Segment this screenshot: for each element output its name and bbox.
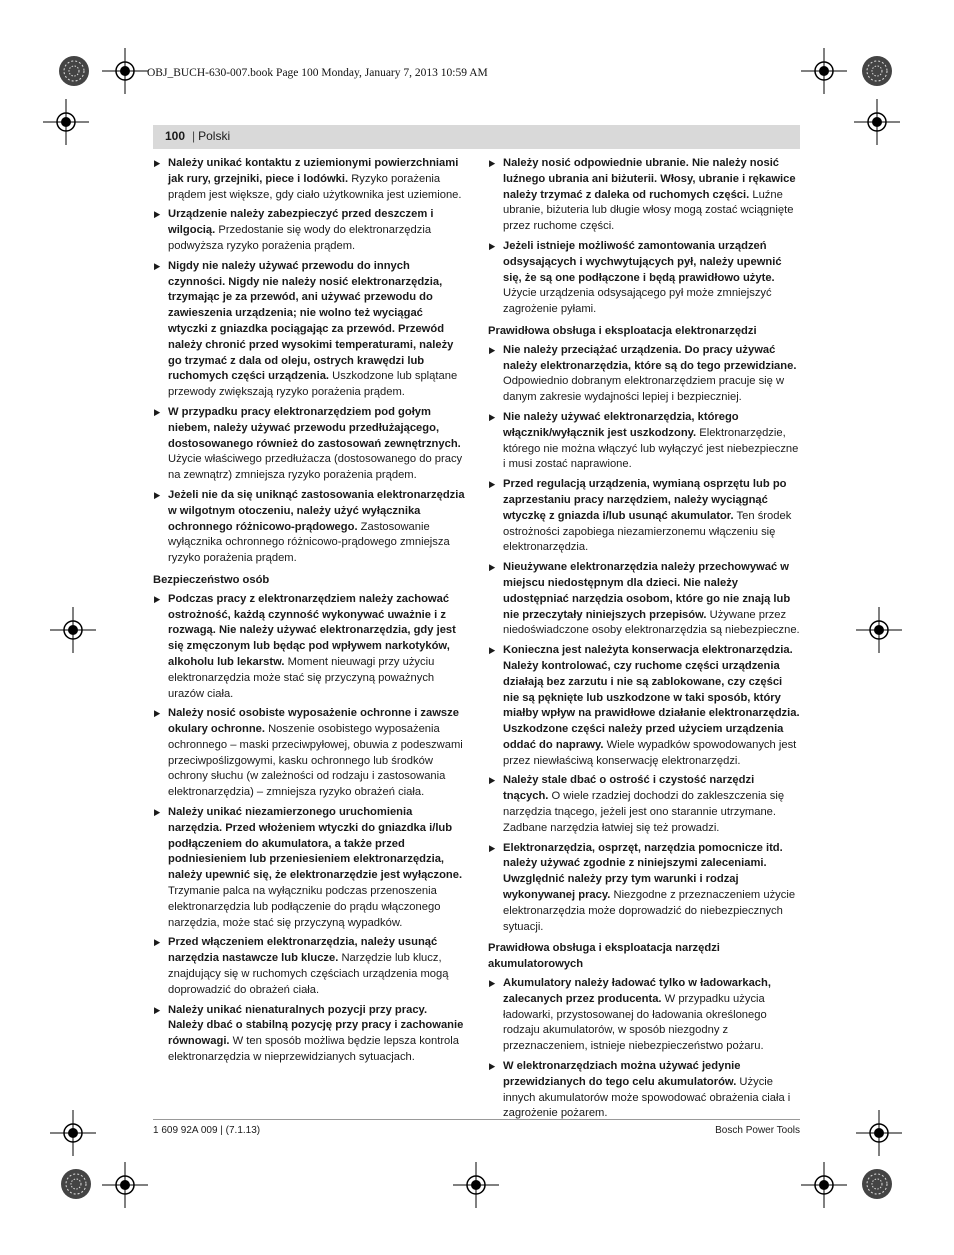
item-body-text: Zastosowanie wyłącznika ochronnego różnicowo-prądowego zmniejsza ryzyko porażenia prądem. <box>168 520 450 565</box>
list-item <box>153 488 465 567</box>
list-item <box>488 343 800 406</box>
page-number: 100 <box>165 129 186 143</box>
registration-crosshair-icon <box>43 99 89 145</box>
item-bold-text: Należy nosić odpowiednie ubranie. Nie należy nosić luźnego ubrania ani biżuterii. Włosy, ubranie i rękawice należy trzymać z daleka od ruchomych części. <box>503 157 796 201</box>
item-bold-text: Nie należy przeciążać urządzenia. Do pracy używać należy elektronarzędzia, które są do tego przewidziane. <box>503 343 797 372</box>
list-item <box>153 405 465 484</box>
right-items-bottom <box>488 976 800 1122</box>
item-bold-text: Jeżeli nie da się uniknąć zastosowania elektronarzędzia w wilgotnym otoczeniu, należy użyć wyłącznika ochronnego różnicowo-prądowego. <box>168 488 465 533</box>
list-item <box>153 156 465 203</box>
right-items-top <box>488 156 800 318</box>
item-body-text: Luźne ubranie, biżuteria lub długie włosy mogą zostać wciągnięte przez ruchome części. <box>503 188 794 233</box>
registration-starburst-icon <box>861 1168 893 1200</box>
item-bold-text: Należy unikać nienaturalnych pozycji przy pracy. Należy dbać o stabilną pozycję przy pracy i zachowanie równowagi. <box>168 1003 464 1048</box>
list-item <box>153 706 465 801</box>
list-item <box>488 560 800 639</box>
registration-starburst-icon <box>60 1168 92 1200</box>
bullet-arrow-icon: ▶ <box>489 158 496 168</box>
item-body-text: Użycie właściwego przedłużacza (dostosowanego do pracy na zewnątrz) zmniejsza ryzyko porażenia prądem. <box>168 453 463 482</box>
bullet-arrow-icon: ▶ <box>154 489 161 500</box>
footer-rule <box>153 1119 800 1120</box>
item-body-text: Trzymanie palca na wyłączniku podczas przenoszenia elektronarzędzia lub podłączenie do prądu włączonego narzędzia, może stać się przyczyną wypadków. <box>168 885 441 929</box>
left-items-bottom <box>153 592 465 1066</box>
bullet-arrow-icon: ▶ <box>154 260 161 271</box>
left-column <box>153 156 465 1070</box>
section-heading: Prawidłowa obsługa i eksploatacja narzędzi akumulatorowych <box>488 942 720 971</box>
item-bold-text: W przypadku pracy elektronarzędziem pod gołym niebem, należy używać przewodu przedłużającego, dostosowanego również do zastosowań zewnętrznych. <box>168 405 461 450</box>
registration-crosshair-icon <box>453 1162 499 1208</box>
bullet-arrow-icon: ▶ <box>154 593 161 604</box>
section-heading: Bezpieczeństwo osób <box>153 573 270 586</box>
item-body-text: Elektronarzędzie, którego nie można włączyć lub wyłączyć jest niebezpieczne i musi zostać naprawione. <box>503 426 799 471</box>
item-bold-text: Jeżeli istnieje możliwość zamontowania urządzeń odsysających i wychwytujących pył, należy upewnić się, że są one podłączone i będą prawidłowo użyte. <box>503 239 782 284</box>
registration-crosshair-icon <box>102 48 148 94</box>
registration-crosshair-icon <box>50 607 96 653</box>
bullet-arrow-icon: ▶ <box>489 240 496 251</box>
registration-crosshair-icon <box>856 1110 902 1156</box>
item-bold-text: Przed regulacją urządzenia, wymianą osprzętu lub po zaprzestaniu pracy narzędziem, należy wyciągnąć wtyczkę z gniazda i/lub usunąć akumulator. <box>503 478 787 522</box>
header-separator: | <box>192 129 196 143</box>
item-body-text: O wiele rzadziej dochodzi do zakleszczenia się narzędzia tnącego, jeżeli jest ono starannie utrzymane. Zadbane narzędzia łatwiej się też prowadzi. <box>503 790 785 834</box>
item-bold-text: Akumulatory należy ładować tylko w ładowarkach, zalecanych przez producenta. <box>503 977 771 1005</box>
item-bold-text: Urządzenie należy zabezpieczyć przed deszczem i wilgocią. <box>168 208 434 237</box>
registration-crosshair-icon <box>50 1110 96 1156</box>
print-header: OBJ_BUCH-630-007.book Page 100 Monday, January 7, 2013 10:59 AM <box>147 67 488 79</box>
item-bold-text: Nieużywane elektronarzędzia należy przechowywać w miejscu niedostępnym dla dzieci. Nie należy udostępniać narzędzia osobom, które go nie znają lub nie przeczytały niniejszych przepisów. <box>503 561 791 621</box>
item-body-text: Przedostanie się wody do elektronarzędzia podwyższa ryzyko porażenia prądem. <box>168 224 432 252</box>
item-body-text: Narzędzie lub klucz, znajdujący się w ruchomych częściach urządzenia mogą doprowadzić do obrażeń ciała. <box>168 952 449 996</box>
item-bold-text: Należy unikać niezamierzonego uruchomienia narzędzia. Przed włożeniem wtyczki do gniazdka i/lub podłączeniem do akumulatora, a także przed podniesieniem lub przeniesieniem elektronarzędzia, należy upewnić się, że elektronarzędzie jest wyłączone. <box>168 806 463 882</box>
right-column <box>488 156 800 1126</box>
item-body-text: Wiele wypadków spowodowanych jest przez niewłaściwą konserwację elektronarzędzi. <box>503 738 797 767</box>
list-item <box>488 410 800 473</box>
list-item <box>488 841 800 936</box>
bullet-arrow-icon: ▶ <box>154 1004 161 1015</box>
item-body-text: Używane przez niedoświadczone osoby elektronarzędzia są niebezpieczne. <box>503 608 800 637</box>
registration-starburst-icon <box>58 55 90 87</box>
list-item <box>153 1003 465 1066</box>
bullet-arrow-icon: ▶ <box>489 775 496 786</box>
list-item <box>488 643 800 769</box>
left-items-top <box>153 156 465 567</box>
item-bold-text: Elektronarzędzia, osprzęt, narzędzia pomocnicze itd. należy używać zgodnie z niniejszymi zaleceniami. Uwzględnić należy przy tym warunki i rodzaj wykonywanej pracy. <box>503 841 783 902</box>
item-bold-text: Należy stale dbać o ostrość i czystość narzędzi tnących. <box>503 774 755 803</box>
page-header-band <box>153 125 800 149</box>
list-item <box>153 935 465 998</box>
bullet-arrow-icon: ▶ <box>489 479 496 490</box>
item-bold-text: Przed włączeniem elektronarzędzia, należy usunąć narzędzia nastawcze lub klucze. <box>168 936 438 965</box>
bullet-arrow-icon: ▶ <box>489 411 496 422</box>
registration-crosshair-icon <box>854 99 900 145</box>
list-item <box>488 239 800 318</box>
list-item <box>153 207 465 254</box>
item-body-text: W ten sposób możliwa będzie lepsza kontrola elektronarzędzia w nieprzewidzianych sytuacjach. <box>168 1035 459 1064</box>
item-body-text: Odpowiednio dobranym elektronarzędziem pracuje się w danym zakresie wydajności lepiej i bezpieczniej. <box>503 375 785 404</box>
registration-crosshair-icon <box>801 1162 847 1208</box>
item-bold-text: Należy unikać kontaktu z uziemionymi powierzchniami jak rury, grzejniki, piece i lodówki. <box>168 157 459 185</box>
list-item <box>153 805 465 931</box>
bullet-arrow-icon: ▶ <box>154 158 161 168</box>
bullet-arrow-icon: ▶ <box>154 209 161 220</box>
item-bold-text: Nigdy nie należy używać przewodu do innych czynności. Nigdy nie należy nosić elektronarzędzia, trzymając je za przewód, ani używać przewodu do zawieszenia urządzenia; nie wolno też wyciągać wtyczki z gniazdka pociągając za przewód. Przewód należy chronić przed wysokimi temperaturami, należy go trzymać z dala od oleju, ostrych krawędzi lub ruchomych części urządzenia. <box>168 259 454 383</box>
item-bold-text: Nie należy używać elektronarzędzia, którego włącznik/wyłącznik jest uszkodzony. <box>503 410 739 439</box>
item-bold-text: Podczas pracy z elektronarzędziem należy zachować ostrożność, każdą czynność wykonywać uważnie i z rozwagą. Nie należy używać elektronarzędzia, gdy jest się zmęczonym lub będąc pod wpływem narkotyków, alkoholu lub lekarstw. <box>168 592 456 668</box>
item-body-text: Użycie urządzenia odsysającego pył może zmniejszyć zagrożenie pyłami. <box>503 287 772 316</box>
bullet-arrow-icon: ▶ <box>154 937 161 948</box>
item-bold-text: Konieczna jest należyta konserwacja elektronarzędzia. Należy kontrolować, czy ruchome części urządzenia działają bez zarzutu i nie są zablokowane, czy części nie są pęknięte lub uszkodzone w taki sposób, który miałby wpływ na prawidłowe działanie elektronarzędzia. Uszkodzone części należy przed użyciem urządzenia oddać do naprawy. <box>503 644 800 751</box>
item-bold-text: W elektronarzędziach można używać jedynie przewidzianych do tego celu akumulatorów. <box>503 1060 741 1088</box>
item-body-text: Noszenie osobistego wyposażenia ochronnego – maski przeciwpyłowej, obuwia z podeszwami przeciwpoślizgowymi, kasku ochronnego lub środków ochrony słuchu (w zależności od rodzaju i zastosowania elektronarzędzia) – zmniejsza ryzyko obrażeń ciała. <box>168 723 463 799</box>
registration-crosshair-icon <box>801 48 847 94</box>
list-item <box>153 592 465 703</box>
bullet-arrow-icon: ▶ <box>489 842 496 853</box>
list-item <box>488 976 800 1055</box>
bullet-arrow-icon: ▶ <box>154 406 161 417</box>
bullet-arrow-icon: ▶ <box>489 344 496 355</box>
item-body-text: Uszkodzone lub splątane przewody zwiększają ryzyko porażenia prądem. <box>168 370 458 399</box>
registration-starburst-icon <box>861 55 893 87</box>
bullet-arrow-icon: ▶ <box>489 645 496 656</box>
bullet-arrow-icon: ▶ <box>489 562 496 573</box>
bullet-arrow-icon: ▶ <box>154 708 161 719</box>
list-item <box>488 477 800 556</box>
section-heading: Prawidłowa obsługa i eksploatacja elektronarzędzi <box>488 324 757 337</box>
item-body-text: Ten środek ostrożności zapobiega niezamierzonemu włączeniu się elektronarzędzia. <box>503 509 792 554</box>
item-bold-text: Należy nosić osobiste wyposażenie ochronne i zawsze okulary ochronne. <box>168 707 459 736</box>
language-label: Polski <box>198 129 231 143</box>
bullet-arrow-icon: ▶ <box>489 978 496 989</box>
registration-crosshair-icon <box>102 1162 148 1208</box>
item-body-text: Moment nieuwagi przy użyciu elektronarzędzia może stać się przyczyną poważnych urazów ciała. <box>168 655 435 700</box>
item-body-text: W przypadku użycia ładowarki, przystosowanej do ładowania określonego rodzaju akumulatorów, w sposób niezgodny z przeznaczeniem, istnieje niebezpieczeństwo pożaru. <box>503 992 767 1053</box>
list-item <box>488 773 800 836</box>
list-item <box>488 1059 800 1122</box>
footer-brand: Bosch Power Tools <box>715 1125 800 1136</box>
right-items-mid <box>488 343 800 936</box>
list-item <box>153 259 465 401</box>
registration-crosshair-icon <box>856 607 902 653</box>
item-body-text: Użycie innych akumulatorów może spowodować obrażenia ciała i zagrożenie pożarem. <box>503 1075 791 1120</box>
list-item <box>488 156 800 235</box>
footer-doc-number: 1 609 92A 009 | (7.1.13) <box>153 1125 261 1136</box>
bullet-arrow-icon: ▶ <box>154 807 161 818</box>
item-body-text: Niezgodne z przeznaczeniem użycie elektronarzędzia może doprowadzić do niebezpiecznych sytuacji. <box>503 889 796 933</box>
bullet-arrow-icon: ▶ <box>489 1061 496 1072</box>
page-header-language <box>192 129 230 143</box>
item-body-text: Ryzyko porażenia prądem jest większe, gdy ciało użytkownika jest uziemione. <box>168 172 462 201</box>
